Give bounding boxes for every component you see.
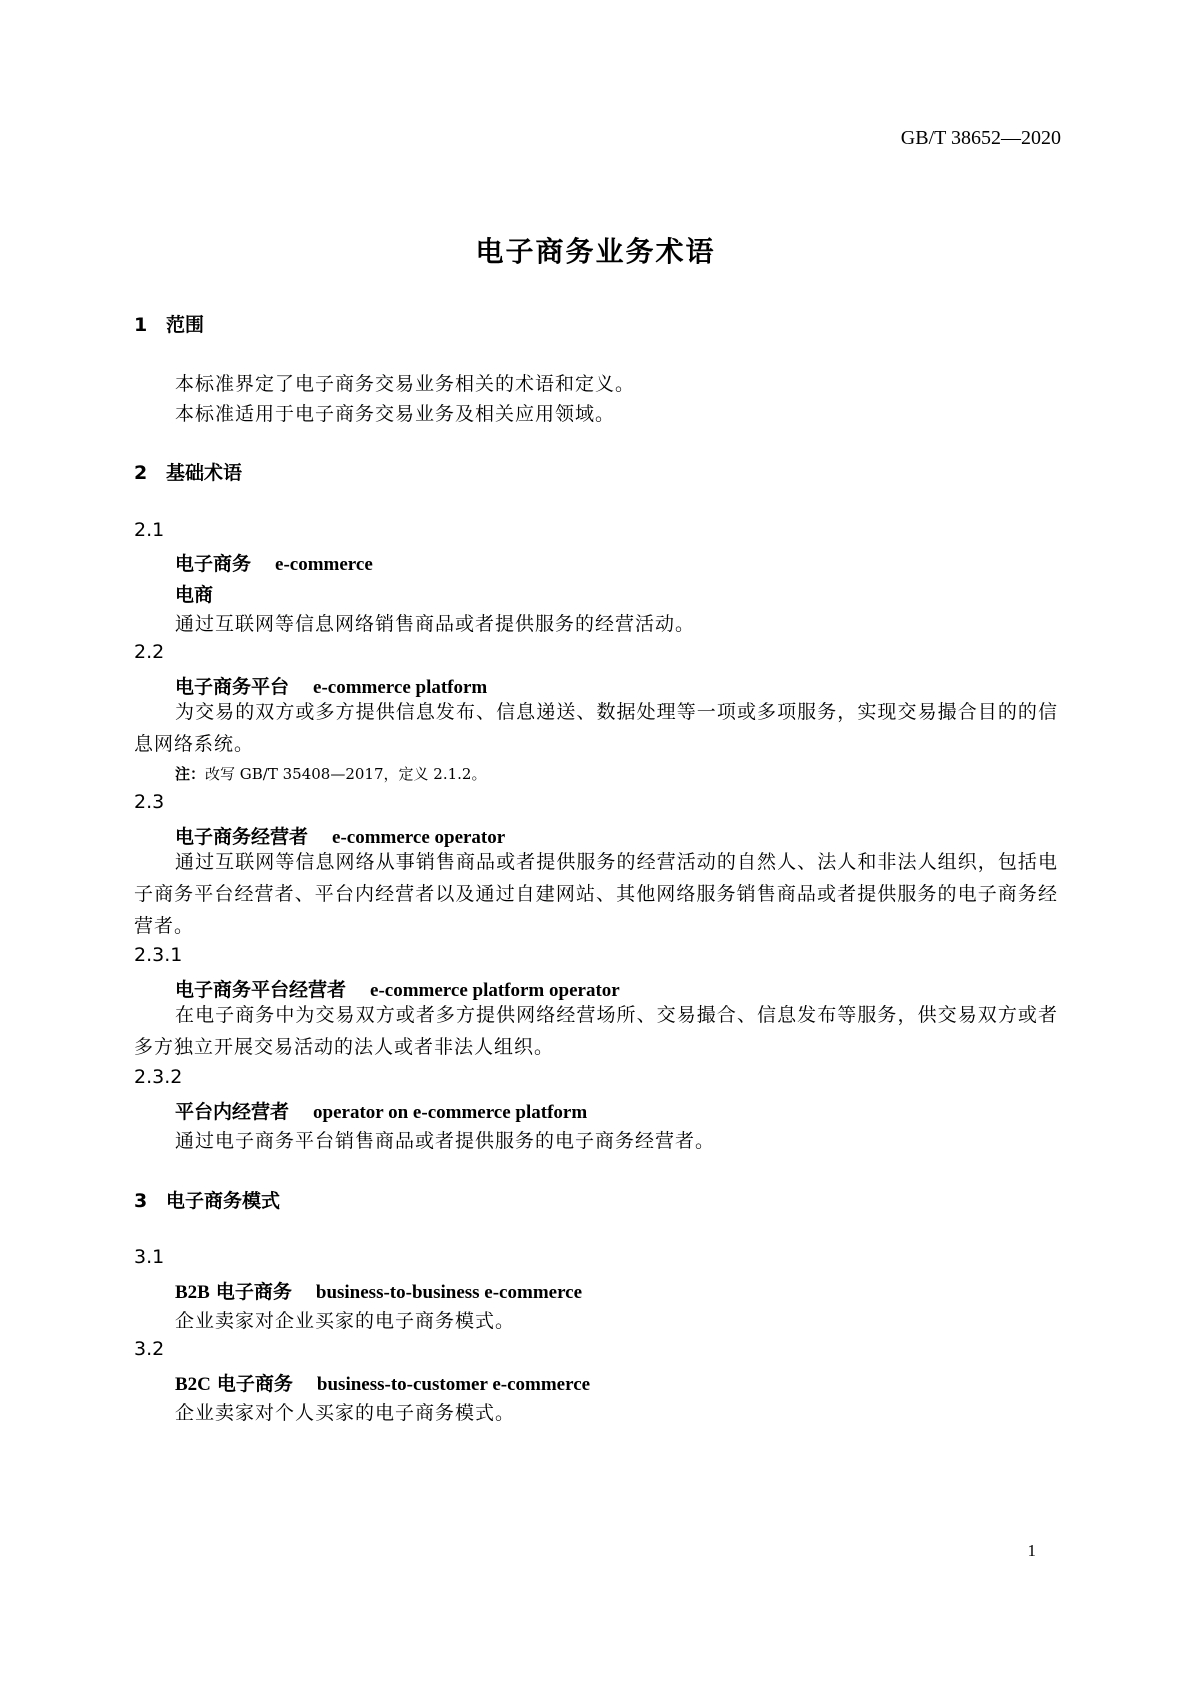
- term-en: business-to-customer e-commerce: [316, 1374, 591, 1395]
- term-definition: 通过互联网等信息网络销售商品或者提供服务的经营活动。: [175, 613, 696, 635]
- term-definition: 通过互联网等信息网络从事销售商品或者提供服务的经营活动的自然人、法人和非法人组织，包括电子商务平台经营者、平台内经营者以及通过自建网站、其他网络服务销售商品或者提供服务的电子商务经营者。: [134, 851, 1058, 937]
- term-heading: [175, 672, 487, 699]
- section-3-heading: [134, 1186, 280, 1213]
- term-abbr: B2B: [175, 1282, 210, 1303]
- term-number: 2.3.1: [134, 944, 183, 966]
- term-definition: 企业卖家对企业买家的电子商务模式。: [175, 1310, 516, 1332]
- term-zh: 电子商务平台: [175, 676, 290, 698]
- note-label: 注：: [175, 765, 206, 783]
- page-number: 1: [1027, 1541, 1036, 1560]
- term-heading: [175, 975, 620, 1002]
- term-zh: 电子商务经营者: [175, 826, 309, 848]
- section-number: 3: [134, 1190, 148, 1212]
- term-heading: [175, 549, 373, 576]
- term-en: e-commerce platform operator: [370, 980, 620, 1001]
- term-number: 2.3.2: [134, 1066, 183, 1088]
- term-heading: [175, 1369, 590, 1396]
- term-synonym: 电商: [175, 584, 214, 606]
- term-number: 2.3: [134, 791, 165, 813]
- term-heading: [175, 1277, 582, 1304]
- term-en: e-commerce: [275, 554, 373, 575]
- term-number: 3.2: [134, 1338, 165, 1360]
- term-definition: 为交易的双方或多方提供信息发布、信息递送、数据处理等一项或多项服务，实现交易撮合目的的信息网络系统。: [134, 701, 1058, 755]
- section-title: 基础术语: [166, 462, 243, 484]
- term-number: 2.1: [134, 519, 165, 541]
- term-zh: 电子商务平台经营者: [175, 979, 347, 1001]
- term-heading: [175, 1097, 587, 1124]
- term-zh: 电子商务: [216, 1373, 293, 1395]
- section-number: 1: [134, 314, 148, 336]
- term-en: e-commerce operator: [332, 827, 506, 848]
- document-title: 电子商务业务术语: [475, 235, 716, 268]
- term-heading: [175, 822, 505, 849]
- scope-paragraph-2: 本标准适用于电子商务交易业务及相关应用领域。: [175, 403, 616, 425]
- term-abbr: B2C: [175, 1374, 211, 1395]
- term-zh: 平台内经营者: [175, 1101, 290, 1123]
- section-title: 电子商务模式: [166, 1190, 281, 1212]
- scope-paragraph-1: 本标准界定了电子商务交易业务相关的术语和定义。: [175, 373, 636, 395]
- term-definition: 在电子商务中为交易双方或者多方提供网络经营场所、交易撮合、信息发布等服务，供交易双方或者多方独立开展交易活动的法人或者非法人组织。: [134, 1004, 1058, 1058]
- term-definition: 企业卖家对个人买家的电子商务模式。: [175, 1402, 516, 1424]
- section-2-heading: [134, 458, 242, 485]
- section-number: 2: [134, 462, 148, 484]
- term-note: [175, 763, 486, 784]
- section-title: 范围: [166, 314, 205, 336]
- standard-number: GB/T 38652—2020: [900, 127, 1061, 149]
- term-zh: 电子商务: [175, 553, 252, 575]
- term-definition: 通过电子商务平台销售商品或者提供服务的电子商务经营者。: [175, 1130, 716, 1152]
- note-text: 改写 GB/T 35408—2017，定义 2.1.2。: [205, 765, 487, 783]
- term-en: e-commerce platform: [313, 677, 488, 698]
- term-en: operator on e-commerce platform: [313, 1102, 588, 1123]
- term-zh: 电子商务: [215, 1281, 292, 1303]
- section-1-heading: [134, 310, 204, 337]
- term-en: business-to-business e-commerce: [315, 1282, 583, 1303]
- term-number: 3.1: [134, 1246, 165, 1268]
- term-number: 2.2: [134, 641, 165, 663]
